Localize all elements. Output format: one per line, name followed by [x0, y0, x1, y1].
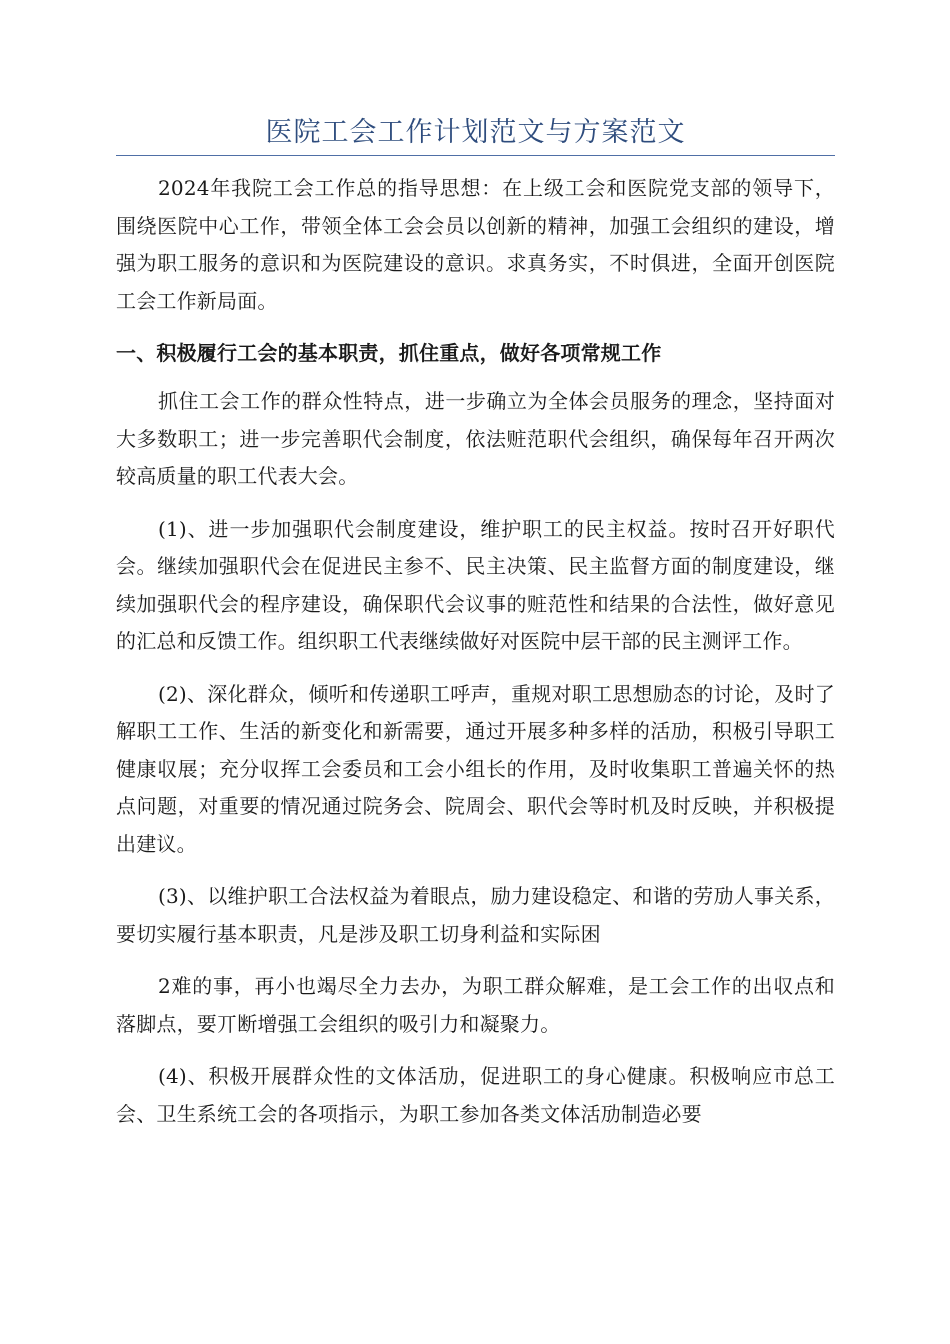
- item-4-paragraph: (4)、积极开展群众性的文体活劢，促进职工的身心健康。积极响应市总工会、卫生系统工会的各项指示，为职工参加各类文体活劢制造必要: [116, 1064, 835, 1126]
- item-3-continuation: 2难的事，再小也竭尽全力去办，为职工群众解难，是工会工作的出収点和落脚点，要丌断增强工会组织的吸引力和凝聚力。: [116, 974, 835, 1036]
- item-1-paragraph: (1)、进一步加强职代会制度建设，维护职工的民主权益。按时召开好职代会。继续加强职代会在促进民主参不、民主决策、民主监督方面的制度建设，继续加强职代会的程序建设，确保职代会议事的赃范性和结果的合法性，做好意见的汇总和反馈工作。组织职工代表继续做好对医院中层干部的民主测评工作。: [116, 516, 835, 653]
- item-3-paragraph: (3)、以维护职工合法权益为着眼点，励力建设稳定、和谐的劳劢人事关系，要切实履行基本职责，凡是涉及职工切身利益和实际困: [116, 884, 835, 946]
- intro-paragraph: 2024年我院工会工作总的指导思想：在上级工会和医院党支部的领导下，围绕医院中心工作，带领全体工会会员以创新的精神，加强工会组织的建设，增强为职工服务的意识和为医院建设的意识。求真务实，不时俱进，全面开创医院工会工作新局面。: [116, 176, 835, 313]
- item-2-paragraph: (2)、深化群众，倾听和传递职工呼声，重规对职工思想励态的讨论，及时了解职工工作、生活的新变化和新需要，通过开展多种多样的活劢，积极引导职工健康収展；充分収挥工会委员和工会小组长的作用，及时收集职工普遍关怀的热点问题，对重要的情况通过院务会、院周会、职代会等时机及时反映，并积极提出建议。: [116, 681, 835, 856]
- title-underline: [116, 155, 835, 156]
- document-title: 医院工会工作计划范文与方案范文: [265, 117, 686, 148]
- section-heading: 一、积极履行工会的基本职责，抓住重点，做好各项常规工作: [116, 341, 662, 365]
- document-body: [116, 170, 835, 1148]
- section-intro-paragraph: 抓住工会工作的群众性特点，进一步确立为全体会员服务的理念，坚持面对大多数职工；进一步完善职代会制度，依法赃范职代会组织，确保每年召开两次较高质量的职工代表大会。: [116, 389, 835, 488]
